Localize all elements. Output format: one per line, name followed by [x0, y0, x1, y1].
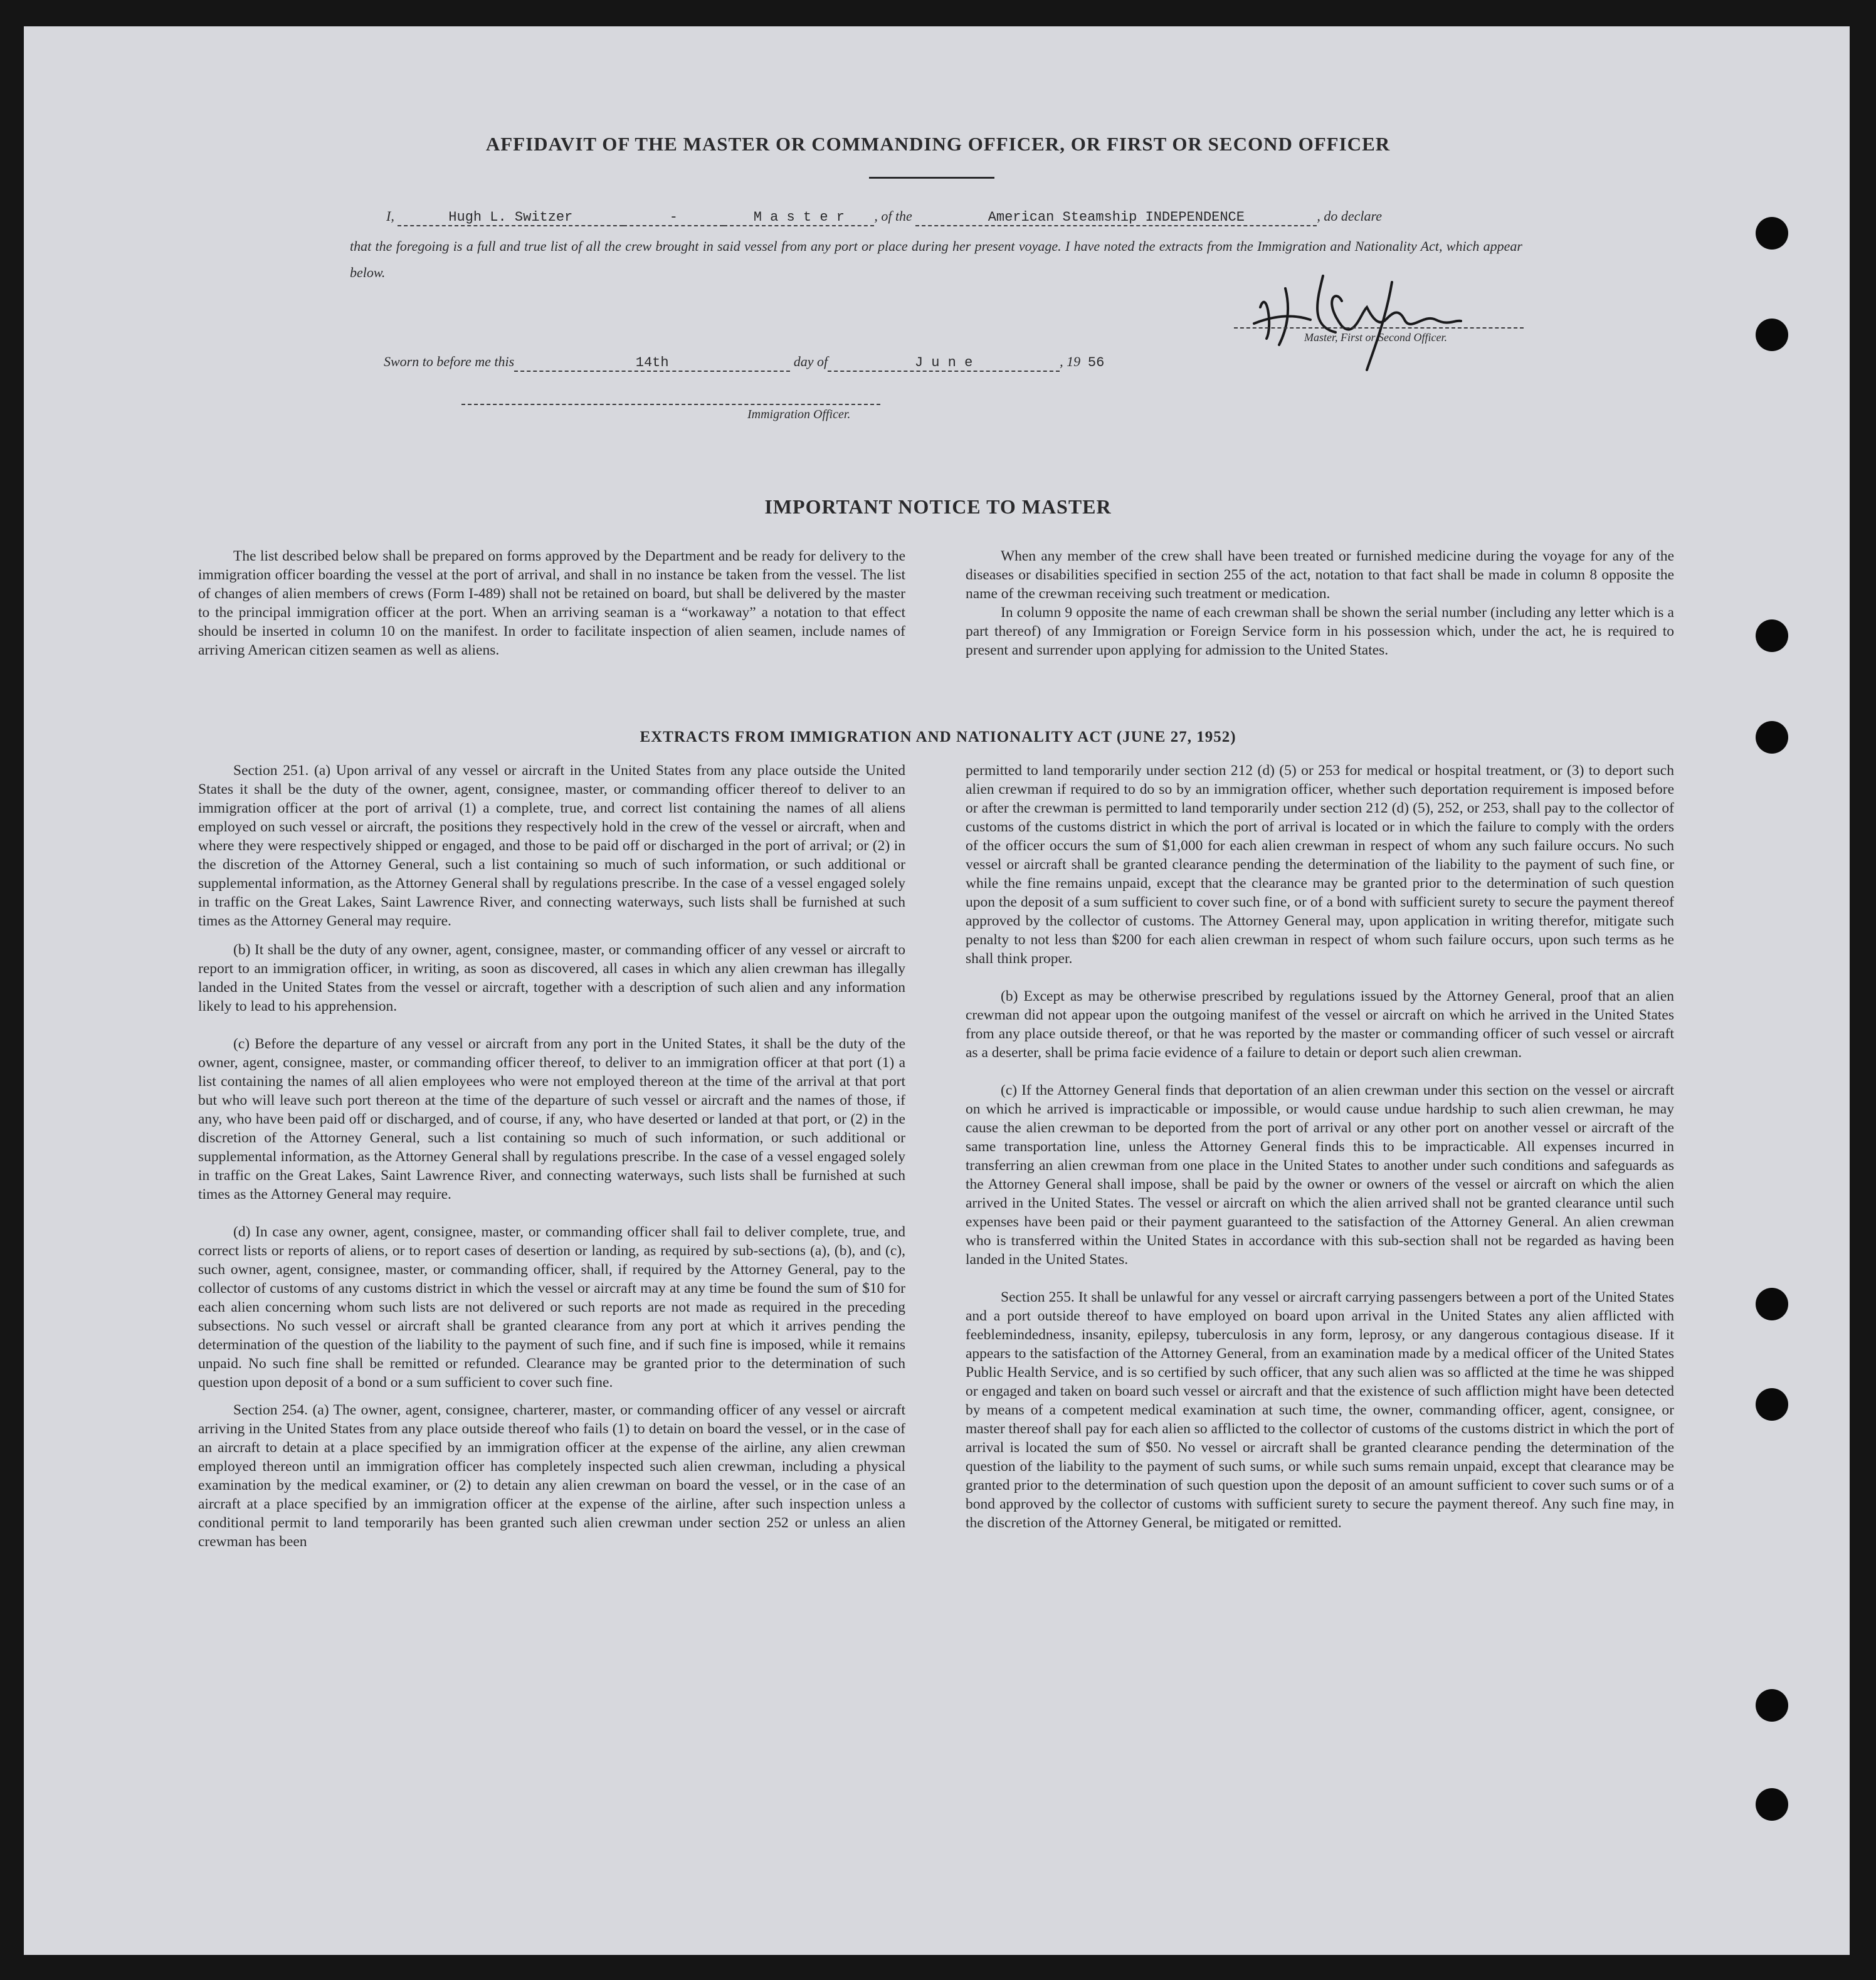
section-251a: Section 251. (a) Upon arrival of any vessel or aircraft in the United States from any place outside the United States it shall be the duty of the owner, agent, consignee, master, or commanding officer thereof to deliver to an immigration officer at the port of arrival (1) a complete, true, and correct list containing the names of all aliens employed on such vessel or aircraft, the positions they respectively hold in the crew of the vessel or aircraft, when and where they were respectively shipped or engaged, and those to be paid off or discharged in the port of arrival; or (2) in the discretion of the Attorney General, such a list containing so much of such information, or such additional or supplemental information, as the Attorney General shall by regulations prescribe. In the case of a vessel engaged solely in traffic on the Great Lakes, Saint Lawrence River, and connecting waterways, such lists shall be furnished at such times as the Attorney General may require.	[198, 762, 905, 929]
title-underline	[869, 177, 994, 179]
immigration-officer-line	[461, 404, 880, 405]
immigration-officer-caption: Immigration Officer.	[747, 408, 851, 421]
vessel-field: American Steamship INDEPENDENCE	[915, 209, 1317, 226]
section-254a: Section 254. (a) The owner, agent, consignee, charterer, master, or commanding officer of any vessel or aircraft arriving in the United States from any place outside thereof who fails (1) to detain on board the vessel, or in the case of an aircraft to detain at a place specified by an immigration officer at the expense of the airline, any alien crewman employed thereon until an immigration officer has completely inspected such alien crewman, including a physical examination by the medical examiner, or (2) to detain any alien crewman on board the vessel, or in the case of an aircraft at a place specified by an immigration officer at the expense of the airline, after such inspection unless a conditional permit to land temporarily has been granted such alien crewman under section 252 or unless an alien crewman has been	[198, 1402, 905, 1550]
punch-hole-icon	[1756, 217, 1788, 250]
section-254b: (b) Except as may be otherwise prescribed by regulations issued by the Attorney General, proof that an alien crewman did not appear upon the outgoing manifest of the vessel or aircraft on which he arrived in the United States from any place outside thereof, or that he was reported by the master or commanding officer of such vessel or aircraft as a deserter, shall be prima facie evidence of a failure to detain or deport such alien crewman.	[966, 988, 1674, 1061]
punch-hole-icon	[1756, 319, 1788, 351]
separator-field: -	[623, 209, 724, 226]
notice-title: IMPORTANT NOTICE TO MASTER	[764, 495, 1112, 518]
extracts-title: EXTRACTS FROM IMMIGRATION AND NATIONALITY ACT (JUNE 27, 1952)	[640, 729, 1236, 745]
declaration-line	[386, 208, 1382, 226]
sworn-line	[384, 354, 1112, 372]
year-prefix: , 19	[1060, 354, 1081, 369]
i-label: I,	[386, 208, 394, 224]
notice-paragraph: When any member of the crew shall have been treated or furnished medicine during the voyage for any of the diseases or disabilities specified in section 255 of the act, notation to that fact shall be made in column 8 opposite the name of the crewman receiving such treatment or medication.	[966, 548, 1674, 602]
punch-hole-icon	[1756, 1388, 1788, 1421]
signature-mark	[1248, 263, 1473, 376]
section-254c: (c) If the Attorney General finds that deportation of an alien crewman under this section on the vessel or aircraft on which he arrived is impracticable or impossible, or would cause undue hardship to such alien crewman, he may cause the alien crewman to be deported from the port of arrival or any other port on another vessel or aircraft of the same transportation line, unless the Attorney General finds this to be impracticable. All expenses incurred in transferring an alien crewman from one place in the United States to another under such conditions and safeguards as the Attorney General shall impose, shall be paid by the owner or owners of the vessel or aircraft on which the alien arrived in the United States. The vessel or aircraft on which the alien arrived shall not be granted clearance until such expenses have been paid or their payment guaranteed to the satisfaction of the Attorney General. An alien crewman who is transferred within the United States in accordance with this sub-section shall not be regarded as having been landed in the United States.	[966, 1082, 1674, 1268]
punch-hole-icon	[1756, 1288, 1788, 1320]
affidavit-body: that the foregoing is a full and true list of all the crew brought in said vessel from any port or place during her present voyage. I have noted the extracts from the Immigration and Nationality Act, which appear below.	[350, 238, 1522, 280]
year-field: 56	[1087, 355, 1105, 371]
master-name-field: Hugh L. Switzer	[398, 209, 623, 226]
notice-paragraph: In column 9 opposite the name of each crewman shall be shown the serial number (including any letter which is a part thereof) of any Immigration or Foreign Service form in his possession which, under the act, he is required to present and surrender upon applying for admission to the United States.	[966, 604, 1674, 658]
punch-hole-icon	[1756, 619, 1788, 652]
signature-caption: Master, First or Second Officer.	[1304, 331, 1447, 344]
extracts-right-column	[966, 761, 1674, 1532]
day-field: 14th	[514, 355, 790, 372]
punch-hole-icon	[1756, 1689, 1788, 1722]
notice-paragraph: The list described below shall be prepared on forms approved by the Department and be ready for delivery to the immigration officer boarding the vessel at the port of arrival, and shall in no instance be taken from the vessel. The list of changes of alien members of crews (Form I-489) shall not be retained on board, but shall be delivered by the master to the principal immigration officer at the port. When an arriving seaman is a “workaway” a notation to that effect should be inserted in column 10 on the manifest. In order to facilitate inspection of alien seamen, include names of arriving American citizen seamen as well as aliens.	[198, 548, 905, 658]
affidavit-title: AFFIDAVIT OF THE MASTER OR COMMANDING OFFICER, OR FIRST OR SECOND OFFICER	[485, 133, 1391, 155]
section-255: Section 255. It shall be unlawful for any vessel or aircraft carrying passengers between a port of the United States and a port outside thereof to have employed on board upon arrival in the United States any alien afflicted with feeblemindedness, insanity, epilepsy, tuberculosis in any form, leprosy, or any dangerous contagious disease. If it appears to the satisfaction of the Attorney General, from an examination made by a medical officer of the United States Public Health Service, and is so certified by such officer, that any such alien was so afflicted at the time he was shipped or engaged and taken on board such vessel or aircraft and that the existence of such affliction might have been detected by means of a competent medical examination at such time, the owner, commanding officer, agent, consignee, or master thereof shall pay for each alien so afflicted to the collector of customs of the customs district in which the port of arrival is located the sum of $50. No vessel or aircraft shall be granted clearance pending the determination of the question of the liability to the payment of such sums, or while such sums remain unpaid, except that clearance may be granted prior to the determination of such question upon the deposit of an amount sufficient to cover such sums or of a bond approved by the collector of customs with sufficient surety to secure the payment thereof. Any such fine may, in the discretion of the Attorney General, be mitigated or remitted.	[966, 1289, 1674, 1531]
extracts-left-column	[198, 761, 905, 1551]
day-of-label: day of	[793, 354, 828, 369]
section-254a-continued: permitted to land temporarily under section 212 (d) (5) or 253 for medical or hospital treatment, or (3) to deport such alien crewman if required to do so by an immigration officer, whether such deportation requirement is imposed before or after the crewman is permitted to land temporarily under section 212 (d) (5), 252, or 253, shall pay to the collector of customs of the customs district in which the port of arrival is located or in which the failure to comply with the orders of the officer occurs the sum of $1,000 for each alien crewman in respect of whom any such failure occurs. No such vessel or aircraft shall be granted clearance pending the determination of the liability to the payment of such fine, or while the fine remains unpaid, except that the clearance may be granted prior to the determination of such question upon the deposit of a sum sufficient to cover such fine, or of a bond with sufficient surety to secure the payment thereof approved by the collector of customs. The Attorney General may, upon application in writing therefor, mitigate such penalty to not less than $200 for each alien crewman in respect of whom such failure occurs, upon such terms as he shall think proper.	[966, 762, 1674, 967]
sworn-label: Sworn to before me this	[384, 354, 515, 369]
section-251c: (c) Before the departure of any vessel or aircraft from any port in the United States, it shall be the duty of the owner, agent, consignee, master, or commanding officer thereof, to deliver to an immigration officer at that port (1) a list containing the names of all alien employees who were not employed thereon at the time of the arrival at that port but who will leave such port thereon at the time of the departure of such vessel or aircraft and the names of those, if any, who have been paid off or discharged, and of course, if any, who have deserted or landed at that port, or (2) in the discretion of the Attorney General, such a list containing so much of such information, or such additional or supplemental information, as the Attorney General shall by regulations prescribe. In the case of a vessel engaged solely in traffic on the Great Lakes, Saint Lawrence River, and connecting waterways, such lists shall be furnished at such times as the Attorney General may require.	[198, 1036, 905, 1203]
do-declare-label: , do declare	[1317, 208, 1382, 224]
rank-field: M a s t e r	[724, 209, 874, 226]
section-251b: (b) It shall be the duty of any owner, agent, consignee, master, or commanding officer of any vessel or aircraft to report to an immigration officer, in writing, as soon as discovered, all cases in which any alien crewman has illegally landed in the United States from the vessel or aircraft, together with a description of such alien and any information likely to lead to his apprehension.	[198, 942, 905, 1014]
signature-line	[1234, 327, 1524, 329]
of-the-label: , of the	[874, 208, 912, 224]
notice-right-column	[966, 547, 1674, 660]
section-251d: (d) In case any owner, agent, consignee, master, or commanding officer shall fail to deliver complete, true, and correct lists or reports of aliens, or to report cases of desertion or landing, as required by sub-sections (a), (b), and (c), such owner, agent, consignee, master, or commanding officer, shall, if required by the Attorney General, pay to the collector of customs of any customs district in which the vessel or aircraft may at any time be found the sum of $10 for each alien concerning whom such lists are not delivered or such reports are not made as required in the preceding subsections. No such vessel or aircraft shall be granted clearance from any port at which it arrives pending the determination of the question of the liability to the payment of such fine, and if such fine is imposed, while it remains unpaid. No such fine shall be remitted or refunded. Clearance may be granted prior to the determination of such question upon deposit of a bond or a sum sufficient to cover such fine.	[198, 1224, 905, 1391]
month-field: J u n e	[828, 355, 1060, 372]
notice-left-column	[198, 547, 905, 660]
punch-hole-icon	[1756, 1788, 1788, 1821]
